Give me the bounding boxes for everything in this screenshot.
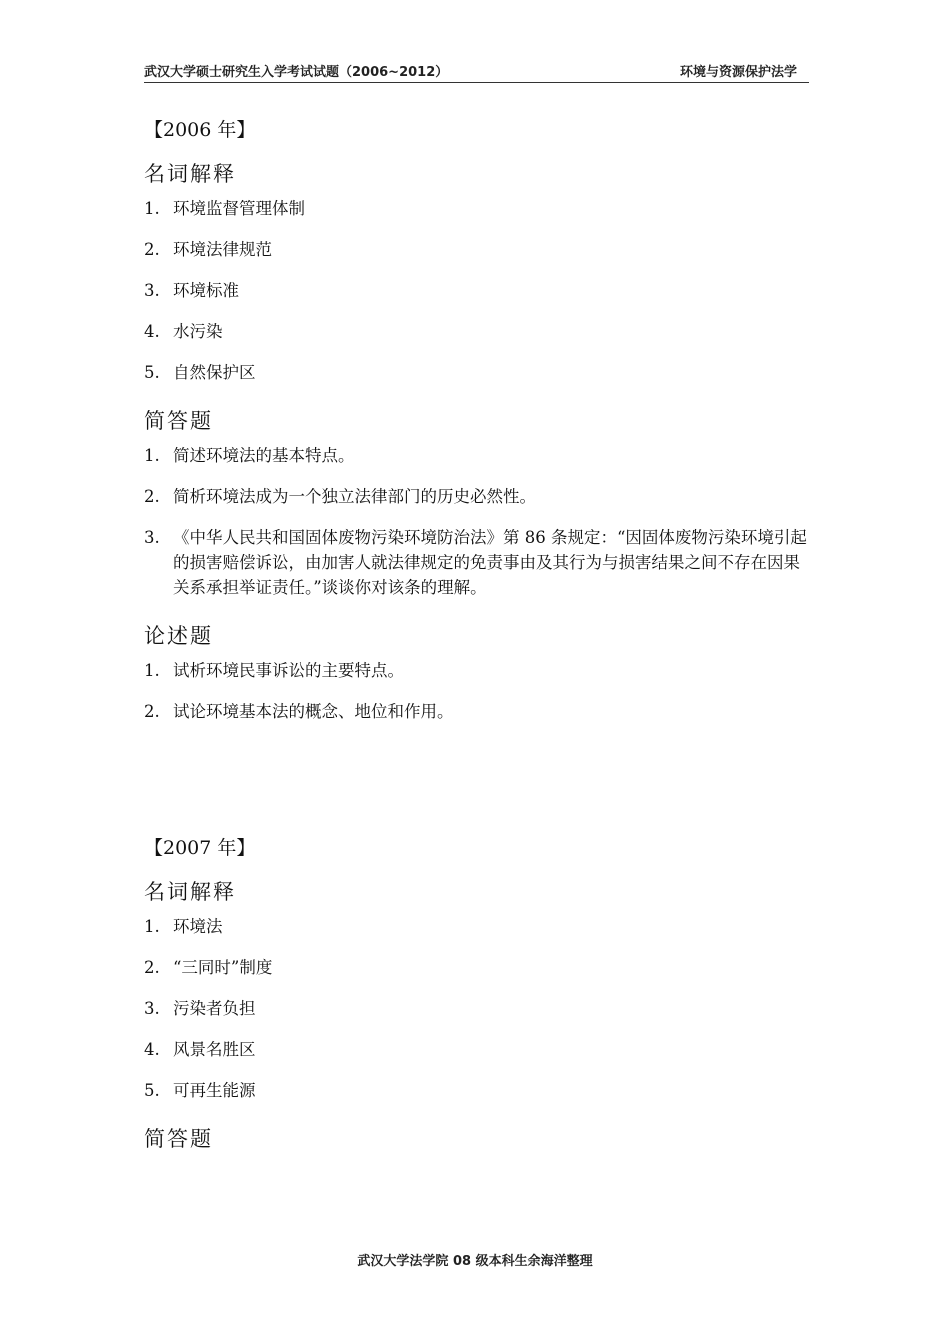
item-text: 简述环境法的基本特点。	[173, 446, 355, 465]
terms-list-2007	[144, 914, 809, 1103]
header-title: 武汉大学硕士研究生入学考试试题（2006~2012）	[144, 65, 449, 80]
item-text: 自然保护区	[173, 363, 256, 382]
item-number: 2.	[144, 487, 160, 506]
item-number: 1.	[144, 917, 160, 936]
item-text: 水污染	[173, 322, 223, 341]
header-subject: 环境与资源保护法学	[679, 65, 797, 80]
item-text: 可再生能源	[173, 1081, 256, 1100]
list-item	[144, 955, 809, 980]
item-text: 环境法律规范	[173, 240, 272, 259]
item-number: 4.	[144, 1040, 160, 1059]
item-number: 3.	[144, 999, 160, 1018]
essay-list-2006	[144, 658, 809, 724]
item-text: 风景名胜区	[173, 1040, 256, 1059]
section-spacer	[144, 740, 809, 828]
item-text: “三同时”制度	[173, 958, 273, 977]
item-number: 2.	[144, 240, 160, 259]
section-heading-terms-2006: 名词解释	[144, 162, 236, 186]
item-number: 3.	[144, 528, 160, 547]
item-text: 试析环境民事诉讼的主要特点。	[173, 661, 404, 680]
section-heading-essay-2006: 论述题	[144, 624, 213, 648]
list-item	[144, 319, 809, 344]
item-number: 5.	[144, 1081, 160, 1100]
item-number: 1.	[144, 446, 160, 465]
item-number: 3.	[144, 281, 160, 300]
list-item	[144, 1078, 809, 1103]
list-item	[144, 237, 809, 262]
section-heading-short-2007: 简答题	[144, 1127, 213, 1151]
item-text: 简析环境法成为一个独立法律部门的历史必然性。	[173, 487, 536, 506]
list-item	[144, 484, 809, 509]
list-item	[144, 278, 809, 303]
list-item	[144, 996, 809, 1021]
short-list-2006	[144, 443, 809, 600]
list-item	[144, 525, 809, 600]
item-text: 试论环境基本法的概念、地位和作用。	[173, 702, 454, 721]
item-text: 环境监督管理体制	[173, 199, 305, 218]
list-item	[144, 443, 809, 468]
item-number: 5.	[144, 363, 160, 382]
item-text: 《中华人民共和国固体废物污染环境防治法》第 86 条规定：“因固体废物污染环境引起的损害赔偿诉讼，由加害人就法律规定的免责事由及其行为与损害结果之间不存在因果关系承担举证责任。”谈谈你对该条的理解。	[173, 528, 807, 597]
item-number: 4.	[144, 322, 160, 341]
year-heading-2006: 【2006 年】	[144, 119, 256, 141]
terms-list-2006	[144, 196, 809, 385]
list-item	[144, 360, 809, 385]
item-text: 环境标准	[173, 281, 239, 300]
list-item	[144, 914, 809, 939]
item-text: 污染者负担	[173, 999, 256, 1018]
section-heading-short-2006: 简答题	[144, 409, 213, 433]
list-item	[144, 196, 809, 221]
item-number: 2.	[144, 702, 160, 721]
year-heading-2007: 【2007 年】	[144, 837, 256, 859]
item-number: 1.	[144, 199, 160, 218]
section-heading-terms-2007: 名词解释	[144, 880, 236, 904]
list-item	[144, 658, 809, 683]
page-content	[144, 110, 809, 1161]
list-item	[144, 699, 809, 724]
item-text: 环境法	[173, 917, 223, 936]
item-number: 1.	[144, 661, 160, 680]
page-header	[144, 58, 809, 83]
item-number: 2.	[144, 958, 160, 977]
page-footer: 武汉大学法学院 08 级本科生余海洋整理	[357, 1254, 593, 1269]
list-item	[144, 1037, 809, 1062]
